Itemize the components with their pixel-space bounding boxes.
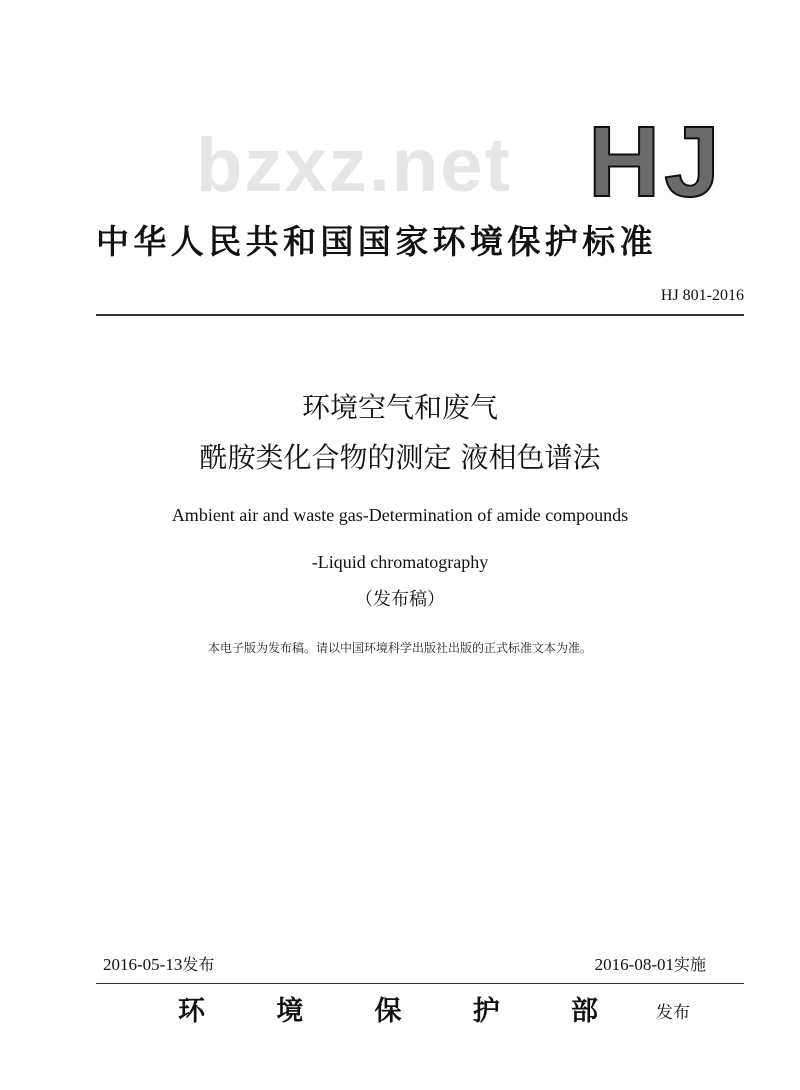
issue-date xyxy=(103,954,214,976)
ministry-char: 护 xyxy=(472,996,500,1027)
ministry-char: 境 xyxy=(276,996,304,1027)
english-title-line-1: Ambient air and waste gas-Determination of amide compounds xyxy=(171,505,629,525)
header-divider xyxy=(96,314,744,316)
ministry-char: 环 xyxy=(178,996,205,1027)
standard-number: HJ 801-2016 xyxy=(660,287,744,304)
implementation-date-value: 2016-08-01 xyxy=(594,955,674,974)
standard-organization: 中华人民共和国国家环境保护标准 xyxy=(96,222,657,261)
implementation-date-suffix: 实施 xyxy=(673,955,706,974)
issuing-ministry xyxy=(178,994,598,1030)
watermark: bzxz.net xyxy=(196,123,512,208)
footer-divider xyxy=(96,983,744,984)
ministry-char: 保 xyxy=(374,996,402,1027)
notice-text: 本电子版为发布稿。请以中国环境科学出版社出版的正式标准文本为准。 xyxy=(207,641,592,655)
draft-label: （发布稿） xyxy=(355,589,445,610)
title-line-1: 环境空气和废气 xyxy=(301,391,498,424)
implementation-date xyxy=(595,954,706,976)
english-title-line-2: -Liquid chromatography xyxy=(311,552,489,572)
hj-logo: HJ xyxy=(588,106,724,218)
issue-date-suffix: 发布 xyxy=(182,955,215,974)
publish-label: 发布 xyxy=(656,1003,690,1023)
title-line-2: 酰胺类化合物的测定 液相色谱法 xyxy=(199,441,601,474)
ministry-char: 部 xyxy=(571,996,598,1027)
issue-date-value: 2016-05-13 xyxy=(103,955,183,974)
